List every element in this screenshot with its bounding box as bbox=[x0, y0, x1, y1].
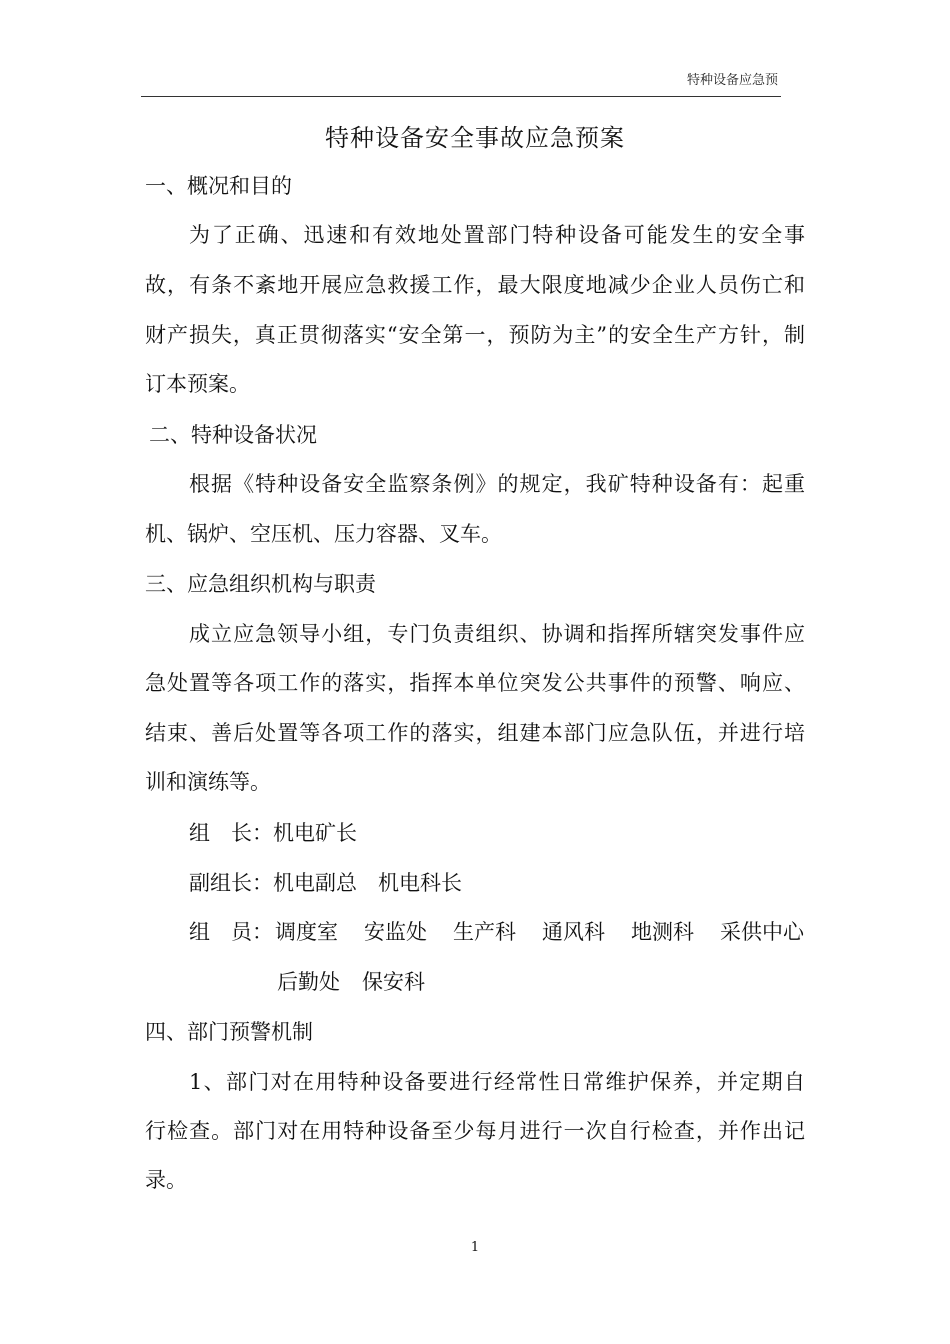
section-heading: 一、概况和目的 bbox=[145, 174, 292, 198]
paragraph-line: 故，有条不紊地开展应急救援工作，最大限度地减少企业人员伤亡和 bbox=[145, 273, 805, 297]
header-divider bbox=[141, 96, 781, 97]
member-item: 通风科 bbox=[542, 920, 605, 944]
team-members bbox=[189, 917, 809, 947]
document-title: 特种设备安全事故应急预案 bbox=[325, 124, 625, 152]
page-number: 1 bbox=[470, 1240, 480, 1255]
section-heading: 二、特种设备状况 bbox=[149, 423, 317, 447]
member-item: 调度室 bbox=[275, 920, 338, 944]
paragraph-line: 1、部门对在用特种设备要进行经常性日常维护保养，并定期自 bbox=[189, 1070, 805, 1094]
paragraph-line: 结束、善后处置等各项工作的落实，组建本部门应急队伍，并进行培 bbox=[145, 721, 805, 745]
paragraph-line: 根据《特种设备安全监察条例》的规定，我矿特种设备有：起重 bbox=[189, 472, 805, 496]
section-heading: 三、应急组织机构与职责 bbox=[145, 572, 376, 596]
member-item: 安监处 bbox=[364, 920, 427, 944]
paragraph-line: 录。 bbox=[145, 1168, 187, 1192]
members-label: 组 员： bbox=[189, 920, 273, 944]
paragraph-line: 急处置等各项工作的落实，指挥本单位突发公共事件的预警、响应、 bbox=[145, 671, 805, 695]
member-item: 生产科 bbox=[453, 920, 516, 944]
paragraph-line: 机、锅炉、空压机、压力容器、叉车。 bbox=[145, 522, 502, 546]
member-item: 保安科 bbox=[362, 970, 425, 994]
running-header: 特种设备应急预 bbox=[686, 73, 778, 88]
member-item: 采供中心 bbox=[720, 920, 804, 944]
section-heading: 四、部门预警机制 bbox=[145, 1020, 313, 1044]
paragraph-line: 订本预案。 bbox=[145, 372, 250, 396]
member-item: 地测科 bbox=[631, 920, 694, 944]
team-members-continued bbox=[277, 967, 425, 997]
paragraph-line: 训和演练等。 bbox=[145, 770, 271, 794]
paragraph-line: 为了正确、迅速和有效地处置部门特种设备可能发生的安全事 bbox=[189, 223, 805, 247]
paragraph-line: 财产损失，真正贯彻落实“安全第一，预防为主”的安全生产方针，制 bbox=[145, 323, 805, 347]
team-deputy: 副组长：机电副总 机电科长 bbox=[189, 871, 462, 895]
members-list bbox=[275, 917, 804, 947]
team-leader: 组 长：机电矿长 bbox=[189, 821, 357, 845]
member-item: 后勤处 bbox=[277, 970, 340, 994]
paragraph-line: 行检查。部门对在用特种设备至少每月进行一次自行检查，并作出记 bbox=[145, 1119, 805, 1143]
paragraph-line: 成立应急领导小组，专门负责组织、协调和指挥所辖突发事件应 bbox=[189, 622, 805, 646]
